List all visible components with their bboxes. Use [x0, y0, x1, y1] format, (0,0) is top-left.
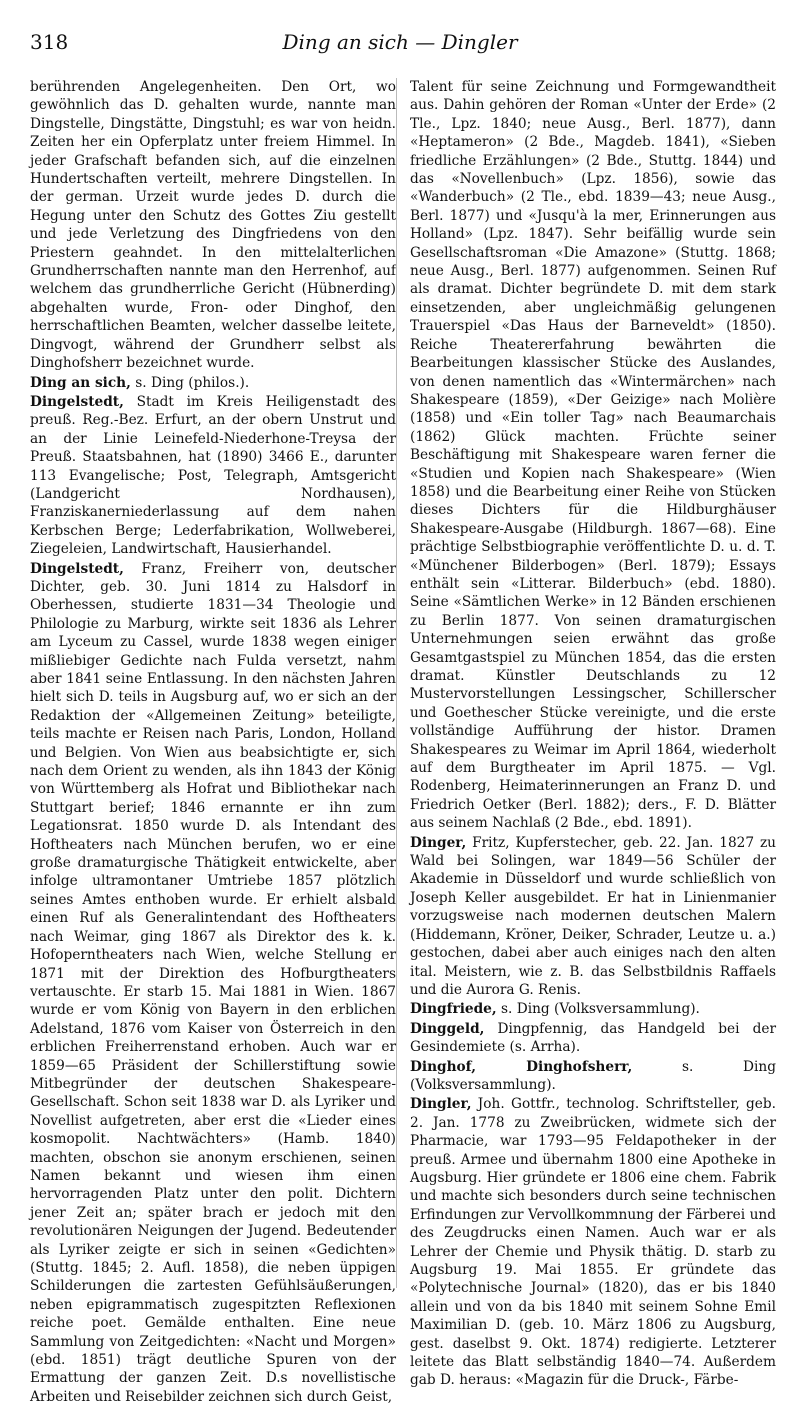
- page-header: [30, 30, 770, 62]
- right-column: [410, 78, 776, 1391]
- entry-text: Franz, Freiherr von, deutscher Dichter, geb. 30. Juni 1814 zu Halsdorf in Oberhessen, studierte 1831—34 Theologie und Philologie zu Marburg, wirkte seit 1836 als Lehrer am Lyceum zu Cassel, wurde 1838 wegen einiger mißliebiger Gedichte nach Fulda versetzt, nahm aber 1841 seine Entlassung. In den nächsten Jahren hielt sich D. teils in Augsburg auf, wo er sich an der Redaktion der «Allgemeinen Zeitung» beteiligte, teils machte er Reisen nach Paris, London, Holland und Belgien. Von Wien aus beabsichtigte er, sich nach dem Orient zu wenden, als ihn 1843 der König von Württemberg als Hofrat und Bibliothekar nach Stuttgart berief; 1846 ernannte er ihn zum Legationsrat. 1850 wurde D. als Intendant des Hoftheaters nach München berufen, wo er eine große dramaturgische Thätigkeit entwickelte, aber infolge ultramontaner Umtriebe 1857 plötzlich seines Amtes enthoben wurde. Er erhielt alsbald einen Ruf als Generalintendant des Hoftheaters nach Weimar, ging 1867 als Direktor des k. k. Hofoperntheaters nach Wien, welche Stellung er 1871 mit der Direktion des Hofburgtheaters vertauschte. Er starb 15. Mai 1881 in Wien. 1867 wurde er vom König von Bayern in den erblichen Adelstand, 1876 vom Kaiser von Österreich in den erblichen Freiherrenstand erhoben. Auch war er 1859—65 Präsident der Schillerstiftung sowie Mitbegründer der deutschen Shakespeare-Gesellschaft. Schon seit 1838 war D. als Lyriker und Novellist aufgetreten, aber erst die «Lieder eines kosmopolit. Nachtwächters» (Hamb. 1840) machten, obschon sie anonym erschienen, seinen Namen bekannt und wiesen ihm einen hervorragenden Platz unter den polit. Dichtern jener Zeit an; später brach er jedoch mit den revolutionären Neigungen der Jugend. Bedeutender als Lyriker zeigte er sich in seinen «Gedichten» (Stuttg. 1845; 2. Aufl. 1858), die neben üppigen Schilderungen die zartesten Gefühlsäußerungen, neben epigrammatisch zugespitzten Reflexionen reiche poet. Gemälde enthalten. Eine neue Sammlung von Zeitgedichten: «Nacht und Morgen» (ebd. 1851) trägt deutliche Spuren von der Ermattung der ganzen Zeit. D.s novellistische Arbeiten und Reisebilder zeichnen sich durch Geist,: [30, 560, 396, 1405]
- column-divider: [396, 78, 397, 1288]
- entry-text: s. Ding (Volksversammlung).: [410, 1058, 776, 1093]
- running-title: Ding an sich — Dingler: [282, 30, 518, 54]
- entry-headword: Ding an sich,: [30, 374, 131, 391]
- entry-headword: Dingelstedt,: [30, 560, 124, 577]
- entry-headword: Dinger,: [410, 834, 467, 851]
- entry-text: s. Ding (Volksversammlung).: [496, 1001, 700, 1018]
- entry-headword: Dingler,: [410, 1096, 472, 1113]
- entry-text: berührenden Angelegenheiten. Den Ort, wo gewöhnlich das D. gehalten wurde, nannte man Dingstelle, Dingstätte, Dingstuhl; es war von heidn. Zeiten her ein Opferplatz unter freiem Himmel. In jeder Grafschaft befanden sich, auf die einzelnen Hundertschaften verteilt, mehrere Dingstellen. In der german. Urzeit wurde jedes D. durch die Hegung unter den Schutz des Gottes Ziu gestellt und jede Verletzung des Dingfriedens von den Priestern geahndet. In den mittelalterlichen Grundherrschaften nannte man den Herrenhof, auf welchem das grundherrliche Gericht (Hübnerding) abgehalten wurde, Fron- oder Dinghof, den herrschaftlichen Beamten, welcher dasselbe leitete, Dingvogt, während der Grundherr selbst als Dinghofsherr bezeichnet wurde.: [30, 79, 396, 372]
- entry-paragraph: [30, 78, 396, 373]
- entry-paragraph: [410, 1095, 776, 1390]
- entry-paragraph: [30, 393, 396, 559]
- entry-text: Joh. Gottfr., technolog. Schriftsteller, geb. 2. Jan. 1778 zu Zweibrücken, widmete sich der Pharmacie, war 1793—95 Feldapotheker in der preuß. Armee und übernahm 1800 eine Apotheke in Augsburg. Hier gründete er 1806 eine chem. Fabrik und machte sich besonders durch seine technischen Erfindungen zur Vervollkommnung der Färberei und des Zeugdrucks einen Namen. Auch war er als Lehrer der Chemie und Physik thätig. D. starb zu Augsburg 19. Mai 1855. Er gründete das «Polytechnische Journal» (1820), das er bis 1840 allein und von da bis 1840 mit seinem Sohne Emil Maximilian D. (geb. 10. März 1806 zu Augsburg, gest. daselbst 9. Okt. 1874) redigierte. Letzterer leitete das Blatt selbständig 1840—74. Außerdem gab D. heraus: «Magazin für die Druck-, Färbe-: [410, 1096, 776, 1389]
- entry-paragraph: [30, 560, 396, 1407]
- entry-headword: Dinggeld,: [410, 1020, 485, 1037]
- entry-paragraph: [410, 1020, 776, 1057]
- entry-paragraph: [410, 1000, 776, 1018]
- entry-paragraph: [410, 78, 776, 833]
- entry-paragraph: [410, 834, 776, 1000]
- entry-headword: Dingfriede,: [410, 1001, 497, 1018]
- entry-paragraph: [30, 374, 396, 392]
- entry-paragraph: [410, 1058, 776, 1095]
- page-number: 318: [30, 30, 69, 54]
- entry-headword: Dingelstedt,: [30, 393, 124, 410]
- left-column: [30, 78, 396, 1407]
- entry-text: Dingpfennig, das Handgeld bei der Gesindemiete (s. Arrha).: [410, 1020, 776, 1056]
- entry-headword: Dinghof, Dinghofsherr,: [410, 1058, 633, 1075]
- entry-text: Fritz, Kupferstecher, geb. 22. Jan. 1827 zu Wald bei Solingen, war 1849—56 Schüler der Akademie in Düsseldorf und wurde schließlich von Joseph Keller ausgebildet. Er hat in Linienmanier vorzugsweise nach modernen deutschen Malern (Hiddemann, Kröner, Deiker, Schrader, Leutze u. a.) gestochen, dabei aber auch einiges nach den alten ital. Meistern, wie z. B. das Selbstbildnis Raffaels und die Aurora G. Renis.: [410, 834, 776, 998]
- entry-text: s. Ding (philos.).: [130, 374, 250, 391]
- entry-text: Talent für seine Zeichnung und Formgewandtheit aus. Dahin gehören der Roman «Unter der Erde» (2 Tle., Lpz. 1840; neue Ausg., Berl. 1877), dann «Heptameron» (2 Bde., Magdeb. 1841), «Sieben friedliche Erzählungen» (2 Bde., Stuttg. 1844) und das «Novellenbuch» (Lpz. 1856), sowie das «Wanderbuch» (2 Tle., ebd. 1839—43; neue Ausg., Berl. 1877) und «Jusqu'à la mer, Erinnerungen aus Holland» (Lpz. 1847). Sehr beifällig wurde sein Gesellschaftsroman «Die Amazone» (Stuttg. 1868; neue Ausg., Berl. 1877) aufgenommen. Seinen Ruf als dramat. Dichter begründete D. mit dem stark einsetzenden, aber ungleichmäßig gelungenen Trauerspiel «Das Haus der Barneveldt» (1850). Reiche Theatererfahrung bewährten die Bearbeitungen klassischer Stücke des Auslandes, von denen namentlich das «Wintermärchen» nach Shakespeare (1859), «Der Geizige» nach Molière (1858) und «Ein toller Tag» nach Beaumarchais (1862) Glück machten. Früchte seiner Beschäftigung mit Shakespeare waren ferner die «Studien und Kopien nach Shakespeare» (Wien 1858) und die Bearbeitung einer Reihe von Stücken dieses Dichters für die Hildburghäuser Shakespeare-Ausgabe (Hildburgh. 1867—68). Eine prächtige Selbstbiographie veröffentlichte D. u. d. T. «Münchener Bilderbogen» (Berl. 1879); Essays enthält sein «Litterar. Bilderbuch» (ebd. 1880). Seine «Sämtlichen Werke» in 12 Bänden erschienen zu Berlin 1877. Von seinen dramaturgischen Unternehmungen seien erwähnt das große Gesamtgastspiel zu München 1854, das die ersten dramat. Künstler Deutschlands zu 12 Mustervorstellungen Lessingscher, Schillerscher und Goethescher Stücke vereinigte, und die erste vollständige Aufführung der histor. Dramen Shakespeares zu Weimar im April 1864, wiederholt auf dem Burgtheater im April 1875. — Vgl. Rodenberg, Heimaterinnerungen an Franz D. und Friedrich Oetker (Berl. 1882); ders., F. D. Blätter aus seinem Nachlaß (2 Bde., ebd. 1891).: [410, 79, 776, 832]
- entry-text: Stadt im Kreis Heiligenstadt des preuß. Reg.-Bez. Erfurt, an der obern Unstrut und an der Linie Leinefeld-Niederhone-Treysa der Preuß. Staatsbahnen, hat (1890) 3466 E., darunter 113 Evangelische; Post, Telegraph, Amtsgericht (Landgericht Nordhausen), Franziskanerniederlassung auf dem nahen Kerbschen Berge; Lederfabrikation, Wollweberei, Ziegeleien, Landwirtschaft, Hausierhandel.: [30, 393, 396, 558]
